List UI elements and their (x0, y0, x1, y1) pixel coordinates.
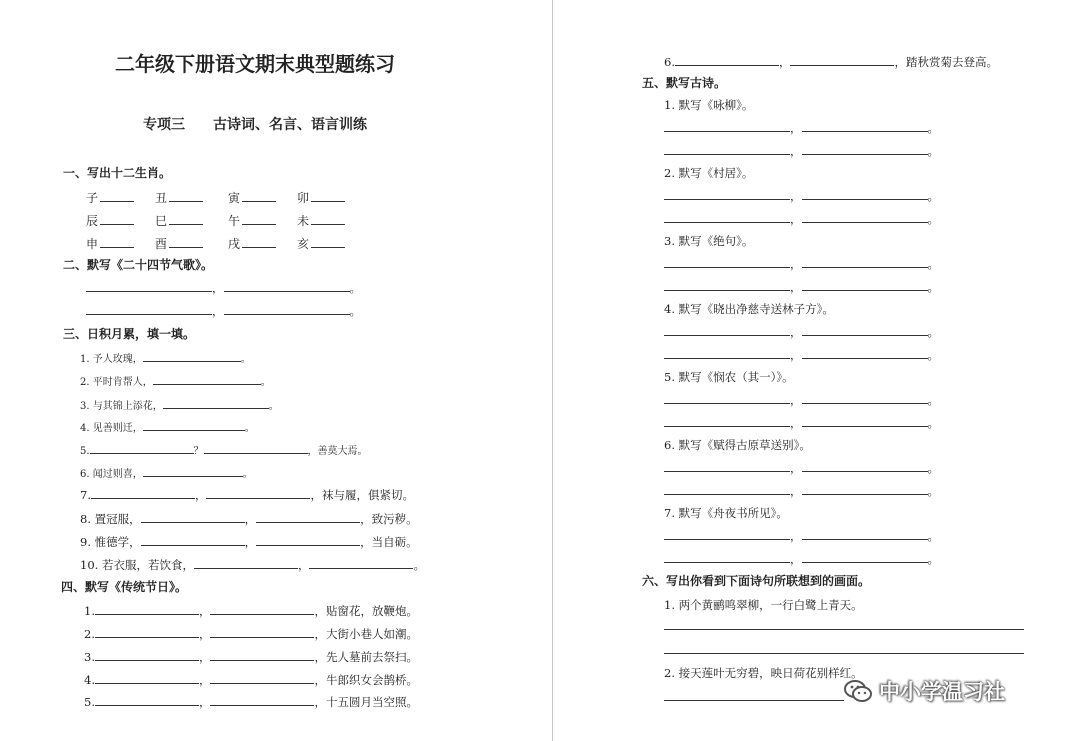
answer-blank[interactable] (143, 350, 241, 362)
section-1-heading: 一、写出十二生肖。 (63, 166, 172, 180)
answer-blank[interactable] (86, 303, 212, 315)
zodiac-animal: 辰 (86, 214, 99, 228)
festival-item-6: 6. ， ，踏秋赏菊去登高。 (664, 55, 998, 69)
proverb-item: 2. 平时肯帮人， 。 (80, 373, 271, 390)
section-6-heading: 六、写出你看到下面诗句所联想到的画面。 (642, 574, 871, 588)
answer-blank[interactable] (802, 120, 928, 132)
answer-blank[interactable] (675, 54, 779, 66)
answer-blank[interactable] (224, 303, 350, 315)
answer-line[interactable] (664, 688, 844, 701)
section-5-heading: 五、默写古诗。 (642, 76, 727, 90)
answer-blank[interactable] (790, 54, 894, 66)
poem-answer-line: ， 。 (664, 551, 939, 566)
answer-blank[interactable] (664, 528, 790, 540)
answer-blank[interactable] (91, 487, 195, 499)
answer-blank[interactable] (802, 211, 928, 223)
answer-blank[interactable] (664, 324, 790, 336)
answer-blank[interactable] (153, 373, 261, 385)
section-4-heading: 四、默写《传统节日》。 (61, 580, 188, 594)
answer-blank[interactable] (802, 551, 928, 563)
answer-blank[interactable] (311, 190, 345, 202)
answer-blank[interactable] (141, 534, 245, 546)
zodiac-item (228, 190, 276, 205)
section-3-heading: 三、日积月累，填一填。 (63, 327, 196, 341)
solar-terms-line-1: ， 。 (86, 280, 361, 295)
answer-blank[interactable] (664, 460, 790, 472)
answer-blank[interactable] (664, 256, 790, 268)
answer-blank[interactable] (309, 557, 413, 569)
answer-blank[interactable] (664, 211, 790, 223)
answer-blank[interactable] (210, 694, 314, 706)
festival-item: 2. ， ，大街小巷人如潮。 (84, 627, 418, 641)
imagery-prompt-1: 1. 两个黄鹂鸣翠柳，一行白鹭上青天。 (664, 598, 863, 612)
zodiac-animal: 寅 (228, 191, 241, 205)
poem-answer-line: ， 。 (664, 347, 939, 362)
answer-blank[interactable] (100, 190, 134, 202)
answer-blank[interactable] (802, 347, 928, 359)
festival-item: 5. ， ，十五圆月当空照。 (84, 695, 418, 709)
poem-prompt: 4. 默写《晓出净慈寺送林子方》。 (664, 302, 834, 316)
poem-answer-line: ， 。 (664, 211, 939, 226)
answer-blank[interactable] (256, 511, 360, 523)
answer-blank[interactable] (664, 120, 790, 132)
poem-answer-line: ， 。 (664, 483, 939, 498)
proverb-item: 7. ， ，袜与履，俱紧切。 (80, 488, 414, 502)
answer-blank[interactable] (169, 213, 203, 225)
poem-answer-line: ， 。 (664, 256, 939, 271)
answer-blank[interactable] (311, 236, 345, 248)
answer-line[interactable] (664, 617, 1024, 630)
zodiac-animal: 未 (297, 214, 310, 228)
answer-blank[interactable] (311, 213, 345, 225)
poem-prompt: 2. 默写《村居》。 (664, 166, 754, 180)
proverb-item: 5. ？ ，善莫大焉。 (80, 442, 368, 459)
poem-prompt: 6. 默写《赋得古原草送别》。 (664, 438, 811, 452)
answer-blank[interactable] (210, 626, 314, 638)
answer-blank[interactable] (242, 236, 276, 248)
zodiac-animal: 酉 (155, 237, 168, 251)
zodiac-item (228, 236, 276, 251)
festival-item: 1. ， ，贴窗花，放鞭炮。 (84, 604, 418, 618)
answer-blank[interactable] (90, 442, 194, 454)
answer-blank[interactable] (802, 324, 928, 336)
zodiac-animal: 丑 (155, 191, 168, 205)
answer-blank[interactable] (210, 603, 314, 615)
zodiac-item (86, 190, 134, 205)
answer-blank[interactable] (204, 442, 308, 454)
answer-blank[interactable] (194, 557, 298, 569)
answer-blank[interactable] (256, 534, 360, 546)
answer-blank[interactable] (95, 694, 199, 706)
solar-terms-line-2: ， 。 (86, 303, 361, 318)
answer-blank[interactable] (100, 213, 134, 225)
section-2-heading: 二、默写《二十四节气歌》。 (63, 258, 214, 272)
answer-blank[interactable] (802, 279, 928, 291)
answer-line[interactable] (664, 641, 1024, 654)
zodiac-item (297, 213, 345, 228)
answer-blank[interactable] (143, 419, 245, 431)
answer-blank[interactable] (86, 280, 212, 292)
zodiac-item (297, 190, 345, 205)
festival-item: 4. ， ，牛郎织女会鹊桥。 (84, 673, 418, 687)
answer-blank[interactable] (242, 190, 276, 202)
zodiac-animal: 子 (86, 191, 99, 205)
poem-answer-line: ， 。 (664, 279, 939, 294)
answer-blank[interactable] (664, 279, 790, 291)
poem-answer-line: ， 。 (664, 460, 939, 475)
answer-blank[interactable] (802, 143, 928, 155)
answer-blank[interactable] (141, 511, 245, 523)
answer-blank[interactable] (95, 649, 199, 661)
zodiac-item (155, 213, 203, 228)
poem-answer-line: ， 。 (664, 415, 939, 430)
proverb-item: 10. 若衣服，若饮食， ， 。 (80, 558, 425, 572)
answer-blank[interactable] (664, 483, 790, 495)
zodiac-item (228, 213, 276, 228)
proverb-item: 8. 置冠服， ， ，致污秽。 (80, 512, 418, 526)
zodiac-animal: 午 (228, 214, 241, 228)
answer-blank[interactable] (143, 465, 243, 477)
watermark-text: 中小学温习社 (879, 680, 1005, 704)
watermark (843, 676, 1005, 706)
zodiac-animal: 卯 (297, 191, 310, 205)
poem-answer-line: ， 。 (664, 392, 939, 407)
zodiac-animal: 戌 (228, 237, 241, 251)
page-title: 二年级下册语文期末典型题练习 (115, 52, 395, 76)
answer-blank[interactable] (95, 603, 199, 615)
answer-blank[interactable] (664, 415, 790, 427)
zodiac-item (86, 236, 134, 251)
zodiac-animal: 巳 (155, 214, 168, 228)
answer-blank[interactable] (210, 672, 314, 684)
answer-blank[interactable] (802, 415, 928, 427)
answer-blank[interactable] (664, 551, 790, 563)
proverb-item: 1. 予人玫瑰， 。 (80, 350, 251, 367)
wechat-icon (843, 678, 873, 704)
poem-prompt: 1. 默写《咏柳》。 (664, 98, 754, 112)
answer-blank[interactable] (95, 672, 199, 684)
zodiac-item (297, 236, 345, 251)
answer-blank[interactable] (242, 213, 276, 225)
proverb-item: 4. 见善则迁， 。 (80, 419, 255, 436)
proverb-item: 9. 惟德学， ， ，当自砺。 (80, 535, 418, 549)
zodiac-animal: 申 (86, 237, 99, 251)
poem-prompt: 7. 默写《舟夜书所见》。 (664, 506, 788, 520)
zodiac-item (155, 236, 203, 251)
answer-blank[interactable] (664, 347, 790, 359)
poem-answer-line: ， 。 (664, 143, 939, 158)
answer-blank[interactable] (95, 626, 199, 638)
answer-blank[interactable] (206, 487, 310, 499)
answer-blank[interactable] (802, 528, 928, 540)
answer-blank[interactable] (664, 188, 790, 200)
page-divider (552, 0, 553, 741)
poem-answer-line: ， 。 (664, 188, 939, 203)
answer-blank[interactable] (802, 392, 928, 404)
answer-blank[interactable] (802, 483, 928, 495)
answer-blank[interactable] (802, 460, 928, 472)
answer-blank[interactable] (163, 397, 269, 409)
zodiac-item (155, 190, 203, 205)
answer-blank[interactable] (210, 649, 314, 661)
answer-blank[interactable] (224, 280, 350, 292)
poem-answer-line: ， 。 (664, 120, 939, 135)
zodiac-animal: 亥 (297, 237, 310, 251)
zodiac-item (86, 213, 134, 228)
page-subtitle: 专项三 古诗词、名言、语言训练 (143, 117, 367, 133)
poem-answer-line: ， 。 (664, 324, 939, 339)
answer-blank[interactable] (169, 190, 203, 202)
answer-blank[interactable] (802, 188, 928, 200)
proverb-item: 3. 与其锦上添花， 。 (80, 397, 279, 414)
answer-blank[interactable] (664, 143, 790, 155)
poem-prompt: 5. 默写《悯农（其一）》。 (664, 370, 794, 384)
imagery-prompt-2: 2. 接天莲叶无穷碧，映日荷花别样红。 (664, 666, 863, 680)
poem-answer-line: ， 。 (664, 528, 939, 543)
answer-blank[interactable] (169, 236, 203, 248)
proverb-item: 6. 闻过则喜， 。 (80, 465, 253, 482)
answer-blank[interactable] (664, 392, 790, 404)
answer-blank[interactable] (802, 256, 928, 268)
poem-prompt: 3. 默写《绝句》。 (664, 234, 754, 248)
festival-item: 3. ， ，先人墓前去祭扫。 (84, 650, 418, 664)
answer-blank[interactable] (100, 236, 134, 248)
